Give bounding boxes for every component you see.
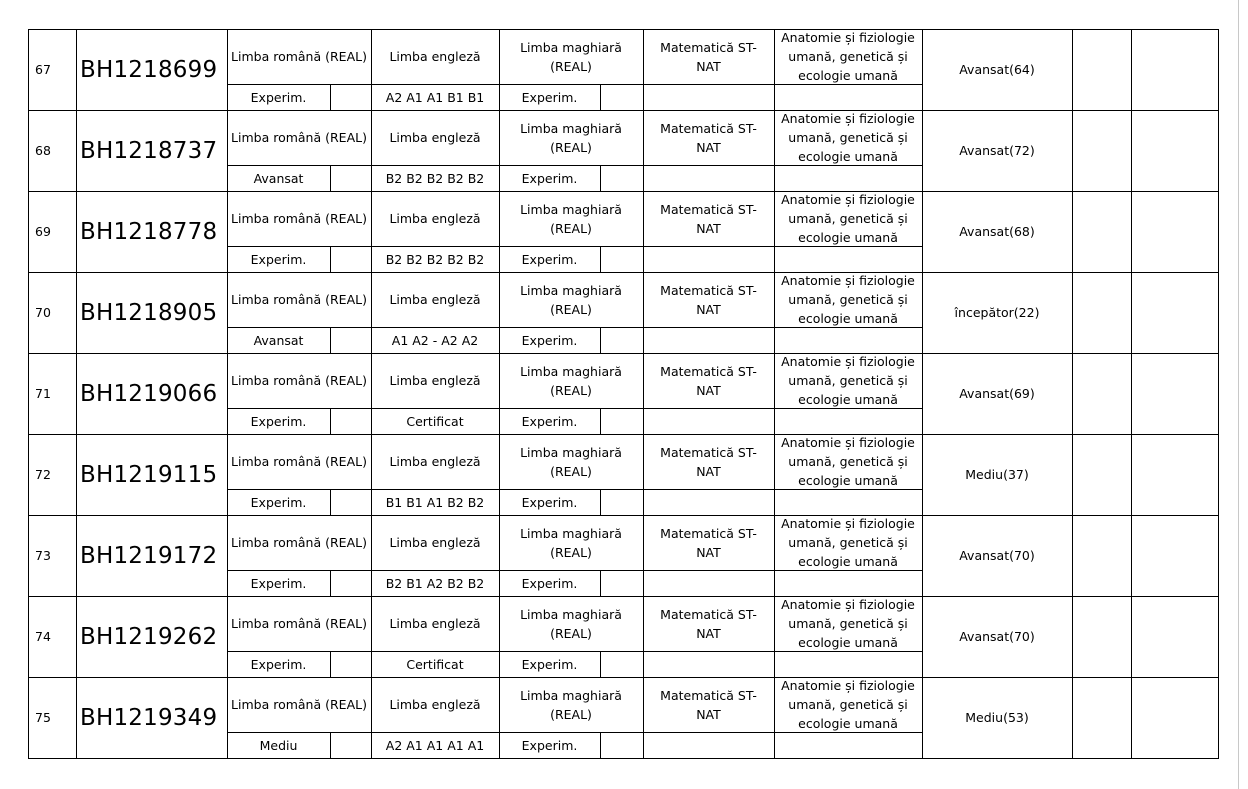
row-number: 70 xyxy=(35,305,51,320)
subject-biology: Anatomie și fiziologie umană, genetică și ecologie umană xyxy=(781,435,915,488)
hungarian-level: Experim. xyxy=(521,494,578,510)
romanian-level: Experim. xyxy=(250,656,307,672)
table-rule xyxy=(1131,110,1132,192)
table-rule xyxy=(28,29,29,111)
romanian-level: Avansat xyxy=(253,332,304,348)
table-rule xyxy=(1072,272,1073,354)
table-rule xyxy=(1072,677,1073,759)
subject-biology: Anatomie și fiziologie umană, genetică și ecologie umană xyxy=(781,516,915,569)
table-rule xyxy=(371,677,372,759)
table-rule xyxy=(28,29,1219,30)
subject-romanian: Limba română (REAL) xyxy=(231,616,367,631)
table-rule xyxy=(1218,677,1219,759)
table-rule xyxy=(76,677,77,759)
table-rule xyxy=(922,29,923,111)
table-rule xyxy=(1218,434,1219,516)
hungarian-level: Experim. xyxy=(521,332,578,348)
table-rule xyxy=(28,434,29,516)
table-rule xyxy=(28,191,1219,192)
subject-math: Matematică ST-NAT xyxy=(660,282,757,317)
candidate-code: BH1219172 xyxy=(80,542,218,569)
subject-math: Matematică ST-NAT xyxy=(660,606,757,641)
table-row xyxy=(28,272,1219,353)
hungarian-level: Experim. xyxy=(521,251,578,267)
digital-competence: Avansat(64) xyxy=(959,62,1035,77)
candidate-code: BH1219066 xyxy=(80,380,218,407)
hungarian-level: Experim. xyxy=(521,89,578,105)
table-rule xyxy=(499,434,500,516)
table-rule xyxy=(600,408,601,434)
table-rule xyxy=(76,596,77,678)
romanian-level: Experim. xyxy=(250,575,307,591)
english-level: B1 B1 A1 B2 B2 xyxy=(385,494,485,510)
table-rule xyxy=(1072,515,1073,597)
table-rule xyxy=(28,353,1219,354)
table-rule xyxy=(227,191,228,273)
subject-math: Matematică ST-NAT xyxy=(660,444,757,479)
candidate-code: BH1219349 xyxy=(80,704,218,731)
table-rule xyxy=(227,651,922,652)
table-rule xyxy=(1072,353,1073,435)
empty-cell xyxy=(1131,677,1218,758)
table-rule xyxy=(28,758,1219,759)
table-rule xyxy=(1072,596,1073,678)
table-rule xyxy=(774,272,775,354)
subject-math: Matematică ST-NAT xyxy=(660,687,757,722)
table-rule xyxy=(1218,191,1219,273)
table-rule xyxy=(76,515,77,597)
subject-math: Matematică ST-NAT xyxy=(660,120,757,155)
subject-biology: Anatomie și fiziologie umană, genetică și ecologie umană xyxy=(781,111,915,164)
candidate-code: BH1218778 xyxy=(80,218,218,245)
table-rule xyxy=(1131,434,1132,516)
table-rule xyxy=(643,191,644,273)
table-rule xyxy=(922,596,923,678)
english-level: A2 A1 A1 A1 A1 xyxy=(385,737,485,753)
table-rule xyxy=(774,596,775,678)
table-rule xyxy=(28,434,1219,435)
table-rule xyxy=(227,677,228,759)
table-rule xyxy=(1131,515,1132,597)
table-rule xyxy=(330,489,331,515)
table-row xyxy=(28,596,1219,677)
table-rule xyxy=(643,596,644,678)
subject-english: Limba engleză xyxy=(389,454,481,469)
candidate-code: BH1219262 xyxy=(80,623,218,650)
table-rule xyxy=(371,515,372,597)
table-rule xyxy=(774,515,775,597)
empty-cell xyxy=(1131,434,1218,515)
table-rule xyxy=(227,489,922,490)
english-level: Certificat xyxy=(406,656,464,672)
table-rule xyxy=(76,272,77,354)
romanian-level: Experim. xyxy=(250,89,307,105)
table-rule xyxy=(371,434,372,516)
subject-math: Matematică ST-NAT xyxy=(660,525,757,560)
english-level: B2 B2 B2 B2 B2 xyxy=(385,170,485,186)
table-rule xyxy=(227,353,228,435)
table-rule xyxy=(371,596,372,678)
empty-cell xyxy=(1072,434,1131,515)
table-rule xyxy=(227,434,228,516)
subject-hungarian: Limba maghiară (REAL) xyxy=(520,120,622,155)
subject-biology: Anatomie și fiziologie umană, genetică și ecologie umană xyxy=(781,354,915,407)
empty-cell xyxy=(1072,272,1131,353)
row-number: 75 xyxy=(35,710,51,725)
digital-competence: Avansat(69) xyxy=(959,386,1035,401)
table-rule xyxy=(922,434,923,516)
table-rule xyxy=(1131,596,1132,678)
subject-english: Limba engleză xyxy=(389,535,481,550)
candidate-code: BH1218905 xyxy=(80,299,218,326)
table-rule xyxy=(28,677,29,759)
table-rule xyxy=(28,272,29,354)
table-rule xyxy=(1218,110,1219,192)
row-number: 68 xyxy=(35,143,51,158)
table-rule xyxy=(1072,29,1073,111)
table-rule xyxy=(922,353,923,435)
candidate-code: BH1218699 xyxy=(80,56,218,83)
subject-biology: Anatomie și fiziologie umană, genetică și ecologie umană xyxy=(781,597,915,650)
table-rule xyxy=(600,570,601,596)
table-rule xyxy=(371,29,372,111)
table-rule xyxy=(371,191,372,273)
subject-english: Limba engleză xyxy=(389,373,481,388)
table-rule xyxy=(499,29,500,111)
subject-hungarian: Limba maghiară (REAL) xyxy=(520,363,622,398)
digital-competence: Avansat(70) xyxy=(959,548,1035,563)
subject-romanian: Limba română (REAL) xyxy=(231,130,367,145)
digital-competence: Avansat(68) xyxy=(959,224,1035,239)
table-rule xyxy=(227,84,922,85)
table-rule xyxy=(227,408,922,409)
table-rule xyxy=(1218,515,1219,597)
table-rule xyxy=(227,165,922,166)
table-rule xyxy=(499,110,500,192)
table-rule xyxy=(600,651,601,677)
subject-biology: Anatomie și fiziologie umană, genetică și ecologie umană xyxy=(781,192,915,245)
table-rule xyxy=(774,191,775,273)
empty-cell xyxy=(1131,596,1218,677)
table-rule xyxy=(499,677,500,759)
table-rule xyxy=(1131,272,1132,354)
table-rule xyxy=(600,327,601,353)
hungarian-level: Experim. xyxy=(521,656,578,672)
table-rule xyxy=(643,515,644,597)
romanian-level: Mediu xyxy=(259,737,298,753)
subject-math: Matematică ST-NAT xyxy=(660,363,757,398)
row-number: 67 xyxy=(35,62,51,77)
table-rule xyxy=(1218,272,1219,354)
table-rule xyxy=(76,191,77,273)
table-rule xyxy=(774,677,775,759)
subject-hungarian: Limba maghiară (REAL) xyxy=(520,525,622,560)
romanian-level: Avansat xyxy=(253,170,304,186)
table-rule xyxy=(227,515,228,597)
table-rule xyxy=(227,29,228,111)
table-rule xyxy=(28,596,29,678)
subject-english: Limba engleză xyxy=(389,292,481,307)
table-rule xyxy=(330,408,331,434)
table-rule xyxy=(922,515,923,597)
subject-english: Limba engleză xyxy=(389,130,481,145)
subject-romanian: Limba română (REAL) xyxy=(231,454,367,469)
table-rule xyxy=(499,272,500,354)
table-rule xyxy=(922,110,923,192)
candidate-code: BH1218737 xyxy=(80,137,218,164)
table-rule xyxy=(28,515,1219,516)
table-rule xyxy=(774,434,775,516)
row-number: 74 xyxy=(35,629,51,644)
table-rule xyxy=(1131,191,1132,273)
hungarian-level: Experim. xyxy=(521,170,578,186)
table-rule xyxy=(1218,353,1219,435)
empty-cell xyxy=(1131,272,1218,353)
table-rule xyxy=(922,191,923,273)
table-rule xyxy=(227,570,922,571)
table-rule xyxy=(28,191,29,273)
table-rule xyxy=(371,110,372,192)
romanian-level: Experim. xyxy=(250,494,307,510)
empty-cell xyxy=(1131,515,1218,596)
candidate-code: BH1219115 xyxy=(80,461,218,488)
english-level: Certificat xyxy=(406,413,464,429)
romanian-level: Experim. xyxy=(250,251,307,267)
table-rule xyxy=(28,272,1219,273)
table-rule xyxy=(330,246,331,272)
table-rule xyxy=(330,570,331,596)
empty-cell xyxy=(1072,191,1131,272)
empty-cell xyxy=(1072,596,1131,677)
table-rule xyxy=(330,84,331,110)
subject-romanian: Limba română (REAL) xyxy=(231,373,367,388)
row-number: 71 xyxy=(35,386,51,401)
table-rule xyxy=(643,434,644,516)
empty-cell xyxy=(1131,29,1218,110)
subject-romanian: Limba română (REAL) xyxy=(231,535,367,550)
table-rule xyxy=(600,84,601,110)
digital-competence: Avansat(72) xyxy=(959,143,1035,158)
table-rule xyxy=(922,272,923,354)
table-rule xyxy=(76,29,77,111)
table-rule xyxy=(499,191,500,273)
table-rule xyxy=(1131,29,1132,111)
table-rule xyxy=(600,165,601,191)
table-rule xyxy=(643,677,644,759)
table-row xyxy=(28,29,1219,110)
table-rule xyxy=(28,677,1219,678)
english-level: B2 B1 A2 B2 B2 xyxy=(385,575,485,591)
digital-competence: Mediu(53) xyxy=(965,710,1029,725)
empty-cell xyxy=(1072,677,1131,758)
hungarian-level: Experim. xyxy=(521,737,578,753)
table-rule xyxy=(499,596,500,678)
table-rule xyxy=(330,732,331,758)
subject-hungarian: Limba maghiară (REAL) xyxy=(520,201,622,236)
table-row xyxy=(28,677,1219,758)
table-rule xyxy=(1131,677,1132,759)
table-rule xyxy=(371,353,372,435)
table-rule xyxy=(1072,110,1073,192)
subject-romanian: Limba română (REAL) xyxy=(231,49,367,64)
table-rule xyxy=(28,110,29,192)
hungarian-level: Experim. xyxy=(521,575,578,591)
digital-competence: începător(22) xyxy=(954,305,1040,320)
table-rule xyxy=(76,434,77,516)
table-rule xyxy=(643,353,644,435)
empty-cell xyxy=(1072,29,1131,110)
empty-cell xyxy=(1072,110,1131,191)
empty-cell xyxy=(1131,191,1218,272)
empty-cell xyxy=(1131,110,1218,191)
subject-english: Limba engleză xyxy=(389,697,481,712)
table-rule xyxy=(28,596,1219,597)
table-rule xyxy=(227,732,922,733)
english-level: B2 B2 B2 B2 B2 xyxy=(385,251,485,267)
table-rule xyxy=(1218,596,1219,678)
table-rule xyxy=(28,353,29,435)
subject-hungarian: Limba maghiară (REAL) xyxy=(520,687,622,722)
subject-romanian: Limba română (REAL) xyxy=(231,697,367,712)
empty-cell xyxy=(1131,353,1218,434)
subject-english: Limba engleză xyxy=(389,49,481,64)
table-row xyxy=(28,515,1219,596)
row-number: 73 xyxy=(35,548,51,563)
table-rule xyxy=(643,29,644,111)
table-rule xyxy=(227,596,228,678)
subject-math: Matematică ST-NAT xyxy=(660,201,757,236)
table-rule xyxy=(499,353,500,435)
row-number: 72 xyxy=(35,467,51,482)
table-rule xyxy=(227,246,922,247)
digital-competence: Avansat(70) xyxy=(959,629,1035,644)
table-rule xyxy=(227,272,228,354)
table-rule xyxy=(371,272,372,354)
subject-hungarian: Limba maghiară (REAL) xyxy=(520,444,622,479)
table-rule xyxy=(922,677,923,759)
english-level: A2 A1 A1 B1 B1 xyxy=(385,89,485,105)
table-row xyxy=(28,434,1219,515)
subject-english: Limba engleză xyxy=(389,211,481,226)
subject-hungarian: Limba maghiară (REAL) xyxy=(520,606,622,641)
empty-cell xyxy=(1072,353,1131,434)
table-rule xyxy=(330,327,331,353)
table-row xyxy=(28,191,1219,272)
table-rule xyxy=(643,272,644,354)
table-rule xyxy=(774,353,775,435)
table-rule xyxy=(600,732,601,758)
table-rule xyxy=(76,110,77,192)
hungarian-level: Experim. xyxy=(521,413,578,429)
table-rule xyxy=(774,29,775,111)
subject-biology: Anatomie și fiziologie umană, genetică și ecologie umană xyxy=(781,30,915,83)
table-rule xyxy=(28,515,29,597)
subject-romanian: Limba română (REAL) xyxy=(231,292,367,307)
subject-hungarian: Limba maghiară (REAL) xyxy=(520,39,622,74)
table-row xyxy=(28,353,1219,434)
table-rule xyxy=(600,246,601,272)
table-rule xyxy=(1131,353,1132,435)
table-rule xyxy=(76,353,77,435)
digital-competence: Mediu(37) xyxy=(965,467,1029,482)
table-row xyxy=(28,110,1219,191)
table-rule xyxy=(227,110,228,192)
table-rule xyxy=(1072,434,1073,516)
table-rule xyxy=(28,110,1219,111)
empty-cell xyxy=(1072,515,1131,596)
subject-english: Limba engleză xyxy=(389,616,481,631)
table-rule xyxy=(643,110,644,192)
table-rule xyxy=(600,489,601,515)
romanian-level: Experim. xyxy=(250,413,307,429)
table-rule xyxy=(774,110,775,192)
english-level: A1 A2 - A2 A2 xyxy=(391,332,479,348)
table-rule xyxy=(1218,29,1219,111)
subject-math: Matematică ST-NAT xyxy=(660,39,757,74)
table-rule xyxy=(499,515,500,597)
subject-biology: Anatomie și fiziologie umană, genetică și ecologie umană xyxy=(781,273,915,326)
subject-romanian: Limba română (REAL) xyxy=(231,211,367,226)
subject-hungarian: Limba maghiară (REAL) xyxy=(520,282,622,317)
row-number: 69 xyxy=(35,224,51,239)
table-rule xyxy=(330,651,331,677)
table-rule xyxy=(330,165,331,191)
table-rule xyxy=(1072,191,1073,273)
table-rule xyxy=(227,327,922,328)
subject-biology: Anatomie și fiziologie umană, genetică și ecologie umană xyxy=(781,678,915,731)
